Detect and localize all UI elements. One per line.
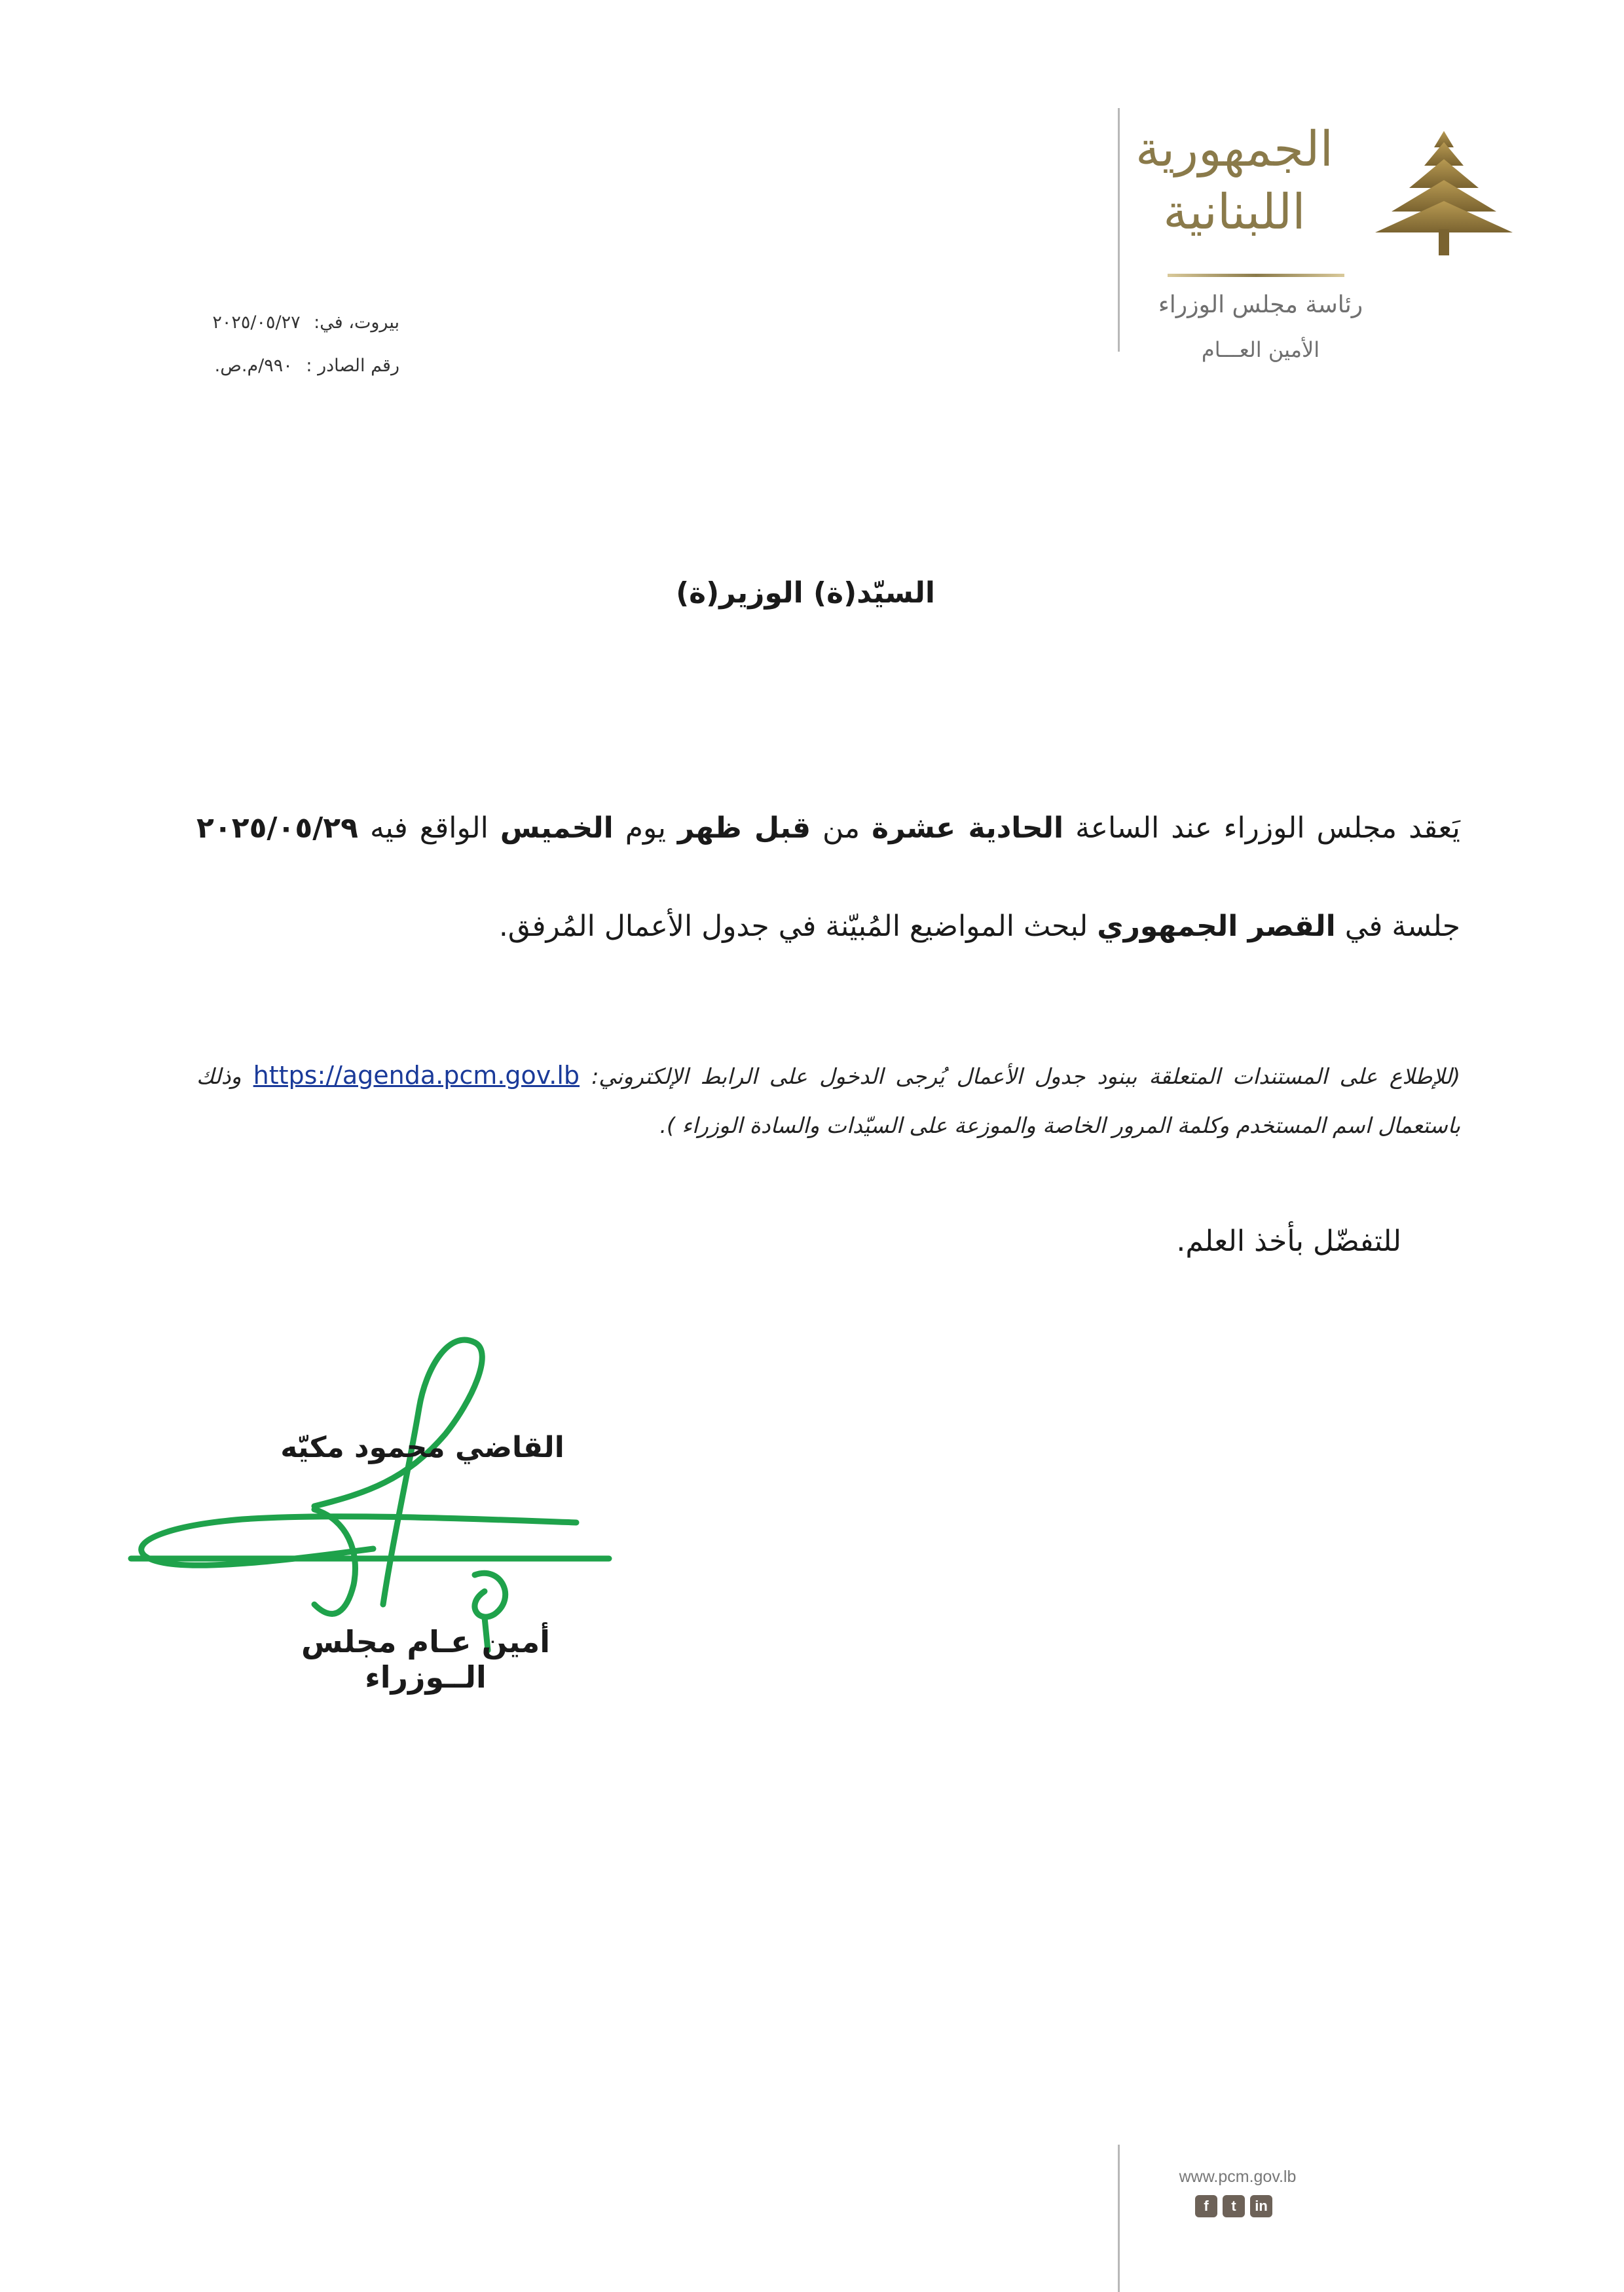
emblem-line-lebanese: اللبنانية — [1163, 184, 1306, 240]
signer-name: القاضي محمود مكيّه — [280, 1431, 564, 1464]
republic-emblem-title — [1110, 118, 1359, 244]
reference-row — [157, 344, 399, 388]
agenda-note — [196, 1051, 1460, 1150]
agenda-link[interactable]: https://agenda.pcm.gov.lb — [253, 1061, 580, 1090]
handwritten-signature — [118, 1323, 622, 1670]
footer-divider — [1118, 2145, 1120, 2292]
reference-label: رقم الصادر : — [306, 356, 399, 376]
date-label: بيروت، في: — [314, 312, 399, 333]
footer-website[interactable]: www.pcm.gov.lb — [1179, 2168, 1297, 2186]
meeting-paragraph — [196, 779, 1460, 976]
facebook-icon[interactable]: f — [1195, 2195, 1217, 2217]
date-value: ٢٠٢٥/٠٥/٢٧ — [212, 312, 301, 333]
salutation: السيّد(ة) الوزير(ة) — [676, 576, 935, 610]
cedar-tree-logo — [1369, 128, 1624, 298]
twitter-icon[interactable]: t — [1223, 2195, 1245, 2217]
paragraph-session: جلسة في — [1344, 910, 1460, 943]
signer-title: أمين عـام مجلس الــوزراء — [301, 1624, 551, 1695]
cedar-tree-icon — [1369, 128, 1519, 259]
meeting-time: قبل ظهر — [677, 811, 811, 845]
document-meta — [157, 301, 399, 388]
presidency-label: رئاسة مجلس الوزراء — [1158, 291, 1363, 318]
meeting-hour: الحادية عشرة — [872, 811, 1064, 845]
reference-value: ٩٩٠/م.ص. — [214, 356, 293, 376]
paragraph-end: لبحث المواضيع المُبيّنة في جدول الأعمال المُرفق. — [498, 910, 1088, 943]
social-links — [1195, 2195, 1280, 2221]
linkedin-icon[interactable]: in — [1250, 2195, 1272, 2217]
meeting-day: الخميس — [500, 811, 614, 845]
emblem-line-republic: الجمهورية — [1135, 121, 1333, 177]
secretary-general-label: الأمين العـــام — [1201, 337, 1320, 362]
meeting-place: القصر الجمهوري — [1097, 910, 1336, 943]
closing-line: للتفضّل بأخذ العلم. — [1176, 1225, 1401, 1258]
paragraph-day-word: يوم — [625, 811, 666, 845]
note-end: وذلك باستعمال اسم المستخدم وكلمة المرور الخاصة والموزعة على السيّدات والسادة الوزراء ). — [196, 1063, 1460, 1138]
date-row — [157, 301, 399, 344]
meeting-date: ٢٠٢٥/٠٥/٢٩ — [196, 811, 358, 845]
paragraph-intro: يَعقد مجلس الوزراء عند الساعة — [1075, 811, 1460, 845]
paragraph-from: من — [822, 811, 860, 845]
emblem-divider — [1168, 274, 1344, 277]
note-start: (للإطلاع على المستندات المتعلقة ببنود جدول الأعمال يُرجى الدخول على الرابط الإلكتروني: — [591, 1063, 1460, 1089]
paragraph-located: الواقع فيه — [369, 811, 489, 845]
